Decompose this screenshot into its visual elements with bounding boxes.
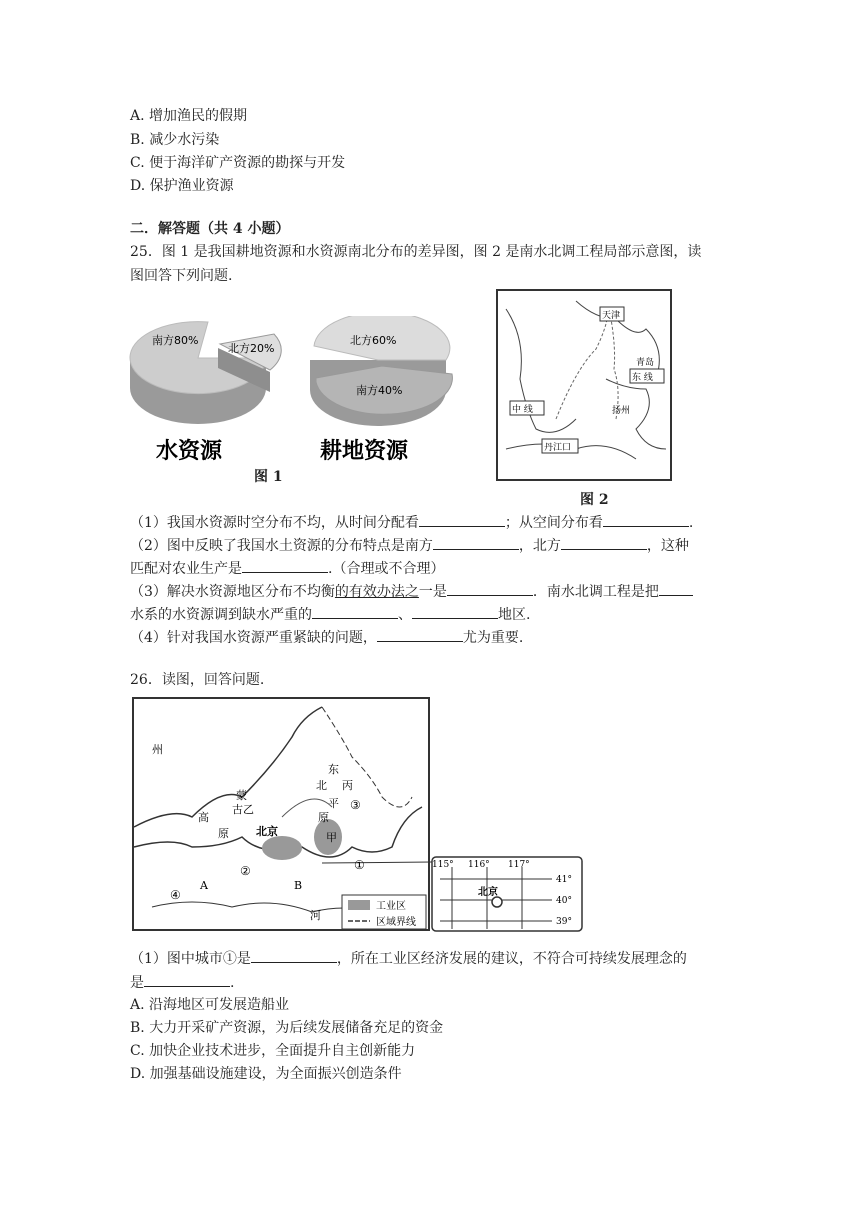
- q26-intro: 26．读图，回答问题.: [130, 672, 265, 688]
- answer-blank[interactable]: [251, 948, 337, 963]
- q25-sub2: [130, 535, 689, 556]
- land-pie-title: 耕地资源: [320, 438, 409, 464]
- answer-blank[interactable]: [419, 512, 505, 527]
- label-meng: 蒙: [236, 789, 247, 802]
- label-circle2: ②: [240, 864, 251, 878]
- water-pie-title: 水资源: [156, 438, 223, 464]
- map-danjiangkou: 丹江口: [544, 443, 572, 453]
- q25-sub4: [130, 627, 523, 648]
- label-beijing: 北京: [256, 825, 278, 838]
- answer-blank[interactable]: [659, 581, 693, 596]
- label-bing: 丙: [342, 779, 353, 792]
- answer-blank[interactable]: [312, 604, 398, 619]
- option-a: A. 增加渔民的假期: [130, 108, 248, 124]
- label-yuan: 原: [318, 811, 329, 824]
- land-pie: [310, 316, 452, 464]
- map-legend: [342, 895, 426, 929]
- label-yuan2: 原: [218, 827, 229, 840]
- q25-sub1: [130, 512, 693, 533]
- option-c: C. 便于海洋矿产资源的勘探与开发: [130, 155, 346, 171]
- inset-lat40: 40°: [556, 896, 572, 906]
- land-north-label: 北方60%: [350, 334, 397, 347]
- q26-option-a: A. 沿海地区可发展造船业: [130, 997, 290, 1013]
- label-b: B: [294, 879, 303, 892]
- answer-blank[interactable]: [447, 581, 533, 596]
- legend-boundary: 区域界线: [376, 917, 416, 928]
- q26-map: [132, 697, 584, 933]
- map-zhongxian: 中 线: [512, 405, 533, 415]
- q25-intro-line1: 25．图 1 是我国耕地资源和水资源南北分布的差异图，图 2 是南水北调工程局部示意图，读: [130, 244, 702, 260]
- label-bei: 北: [316, 779, 327, 792]
- q25-sub3: [130, 581, 693, 602]
- q26-s1-text3: 是: [130, 975, 144, 991]
- label-he: 河: [310, 909, 321, 922]
- q25-s3-underlined: 的有效办法之: [334, 584, 419, 600]
- q26-option-b: B. 大力开采矿产资源，为后续发展储备充足的资金: [130, 1020, 444, 1036]
- label-circle1: ①: [354, 858, 365, 872]
- answer-blank[interactable]: [242, 558, 328, 573]
- q25-s3-text: （3）解决水资源地区分布不均衡: [130, 584, 335, 600]
- q26-option-c: C. 加快企业技术进步，全面提升自主创新能力: [130, 1043, 416, 1059]
- inset-lon2: 116°: [468, 860, 490, 870]
- inset-lat41: 41°: [556, 875, 572, 885]
- label-gao: 高: [198, 811, 209, 824]
- q25-s1-text2: ；从空间分布看: [504, 515, 603, 531]
- q25-s3-end: 地区.: [498, 607, 531, 623]
- figure-1-caption: 图 1: [254, 469, 283, 485]
- inset-city: 北京: [478, 887, 498, 898]
- q26-s1-end: .: [230, 975, 235, 991]
- answer-blank[interactable]: [603, 512, 689, 527]
- label-dong: 东: [328, 763, 339, 776]
- q25-s2-text5: .（合理或不合理）: [328, 561, 445, 577]
- answer-blank[interactable]: [412, 604, 498, 619]
- answer-blank[interactable]: [144, 972, 230, 987]
- q25-sub2-cont: [130, 558, 444, 579]
- label-jia: 甲: [326, 831, 337, 844]
- figure-2-map: [496, 289, 672, 481]
- q25-s2-text2: ，北方: [518, 538, 561, 554]
- q26-option-d: D. 加强基础设施建设，为全面振兴创造条件: [130, 1066, 402, 1082]
- answer-blank[interactable]: [377, 627, 463, 642]
- q25-sub3-cont: [130, 604, 530, 625]
- inset-lon1: 115°: [432, 860, 454, 870]
- industrial-zone-beijing: [262, 836, 302, 860]
- label-ping: 平: [328, 797, 339, 810]
- q25-intro-line2: 图回答下列问题.: [130, 268, 233, 284]
- answer-blank[interactable]: [433, 535, 519, 550]
- water-pie: [130, 322, 281, 464]
- q25-s3-text3: ．南水北调工程是把: [532, 584, 659, 600]
- water-north-label: 北方20%: [228, 342, 275, 355]
- option-d: D. 保护渔业资源: [130, 178, 234, 194]
- section-title: 二．解答题（共 4 小题）: [130, 221, 290, 237]
- map-dongxian: 东 线: [632, 373, 653, 383]
- inset-lon3: 117°: [508, 860, 530, 870]
- figure-2-caption: 图 2: [580, 492, 609, 508]
- q25-s1-text: （1）我国水资源时空分布不均，从时间分配看: [130, 515, 419, 531]
- q25-s2-text: （2）图中反映了我国水土资源的分布特点是南方: [130, 538, 433, 554]
- inset-grid: [432, 857, 582, 931]
- q26-sub1: [130, 948, 687, 969]
- q25-s1-end: .: [688, 515, 694, 531]
- q26-sub1-cont: [130, 972, 234, 993]
- water-south-label: 南方80%: [152, 334, 199, 347]
- map-tianjin: 天津: [602, 311, 621, 321]
- map-yangzhou: 扬州: [612, 406, 631, 416]
- q26-s1-text: （1）图中城市①是: [130, 951, 251, 967]
- q25-s4-end: 尤为重要.: [462, 630, 524, 646]
- label-a: A: [200, 879, 208, 892]
- option-b: B. 减少水污染: [130, 132, 220, 148]
- label-circle3: ③: [350, 798, 361, 812]
- answer-blank[interactable]: [561, 535, 647, 550]
- inset-lat39: 39°: [556, 917, 572, 927]
- label-circle4: ④: [170, 888, 181, 902]
- label-gu-yi: 古乙: [232, 803, 254, 816]
- q26-s1-text2: ，所在工业区经济发展的建议，不符合可持续发展理念的: [336, 951, 687, 967]
- q25-s3-text4: 水系的水资源调到缺水严重的: [130, 607, 312, 623]
- q25-s3-sep: 、: [398, 607, 412, 623]
- map-qingdao: 青岛: [636, 358, 655, 368]
- q25-s2-text4: 匹配对农业生产是: [130, 561, 242, 577]
- q25-s2-text3: ，这种: [646, 538, 689, 554]
- q25-s4-text: （4）针对我国水资源严重紧缺的问题，: [130, 630, 377, 646]
- land-south-label: 南方40%: [356, 384, 403, 397]
- figure-1-pie-charts: [128, 316, 468, 491]
- q25-s3-text2: 一是: [418, 584, 447, 600]
- legend-industrial: 工业区: [376, 901, 406, 912]
- label-zhou: 州: [152, 743, 163, 756]
